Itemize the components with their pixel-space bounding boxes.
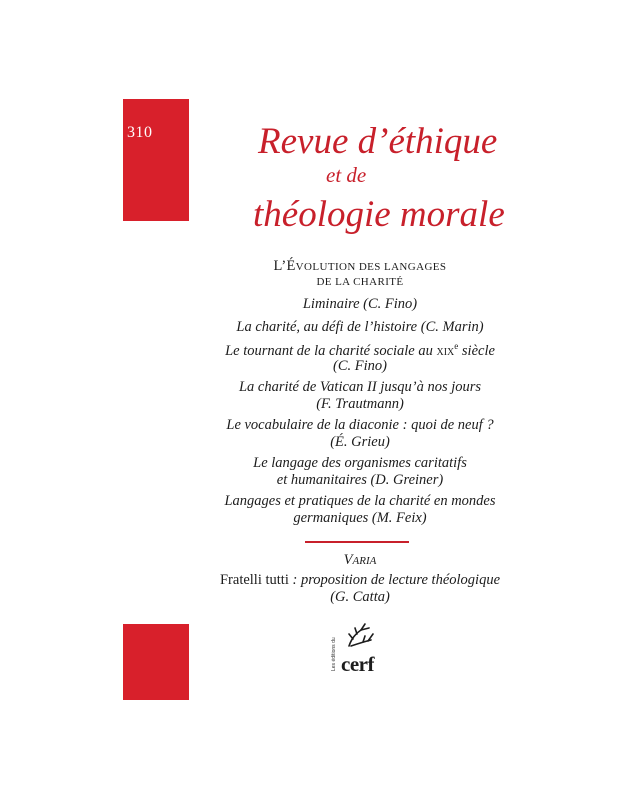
theme-title-line-2: DE LA CHARITÉ bbox=[316, 276, 404, 288]
article-mondes-germaniques-line-2: germaniques (M. Feix) bbox=[293, 510, 427, 526]
article-vatican-ii: La charité de Vatican II jusqu’à nos jours bbox=[238, 379, 482, 395]
article-organismes-caritatifs: Le langage des organismes caritatifs bbox=[253, 455, 467, 471]
section-divider bbox=[305, 541, 409, 543]
article-liminaire: Liminaire (C. Fino) bbox=[302, 296, 418, 312]
article-diaconie: Le vocabulaire de la diaconie : quoi de neuf ? bbox=[226, 417, 494, 433]
article-mondes-germaniques: Langages et pratiques de la charité en mondes bbox=[224, 493, 496, 509]
issue-number: 310 bbox=[127, 124, 153, 141]
article-tournant-author: (C. Fino) bbox=[333, 358, 387, 374]
table-of-contents bbox=[200, 0, 520, 800]
journal-title-line-2: et de bbox=[326, 163, 367, 187]
journal-title-line-1: Revue d’éthique bbox=[258, 121, 498, 162]
article-fratelli-tutti-author: (G. Catta) bbox=[330, 589, 390, 605]
theme-title-line-1: L’ÉVOLUTION DES LANGAGES bbox=[273, 258, 447, 274]
publisher-small-text: Les éditions du bbox=[331, 637, 337, 671]
article-diaconie-author: (É. Grieu) bbox=[330, 434, 390, 450]
article-fratelli-tutti: Fratelli tutti : proposition de lecture théologique bbox=[219, 572, 501, 588]
journal-title-line-3: théologie morale bbox=[253, 194, 505, 235]
article-tournant-charite-sociale: Le tournant de la charité sociale au XIXe siècle bbox=[225, 341, 495, 359]
article-organismes-caritatifs-line-2: et humanitaires (D. Greiner) bbox=[276, 472, 444, 488]
bottom-red-block bbox=[123, 624, 189, 700]
varia-heading: VARIA bbox=[343, 552, 377, 568]
article-vatican-ii-author: (F. Trautmann) bbox=[316, 396, 404, 412]
publisher-name: cerf bbox=[341, 652, 374, 676]
issue-number-block bbox=[123, 99, 189, 221]
article-charite-histoire: La charité, au défi de l’histoire (C. Marin) bbox=[236, 319, 484, 335]
